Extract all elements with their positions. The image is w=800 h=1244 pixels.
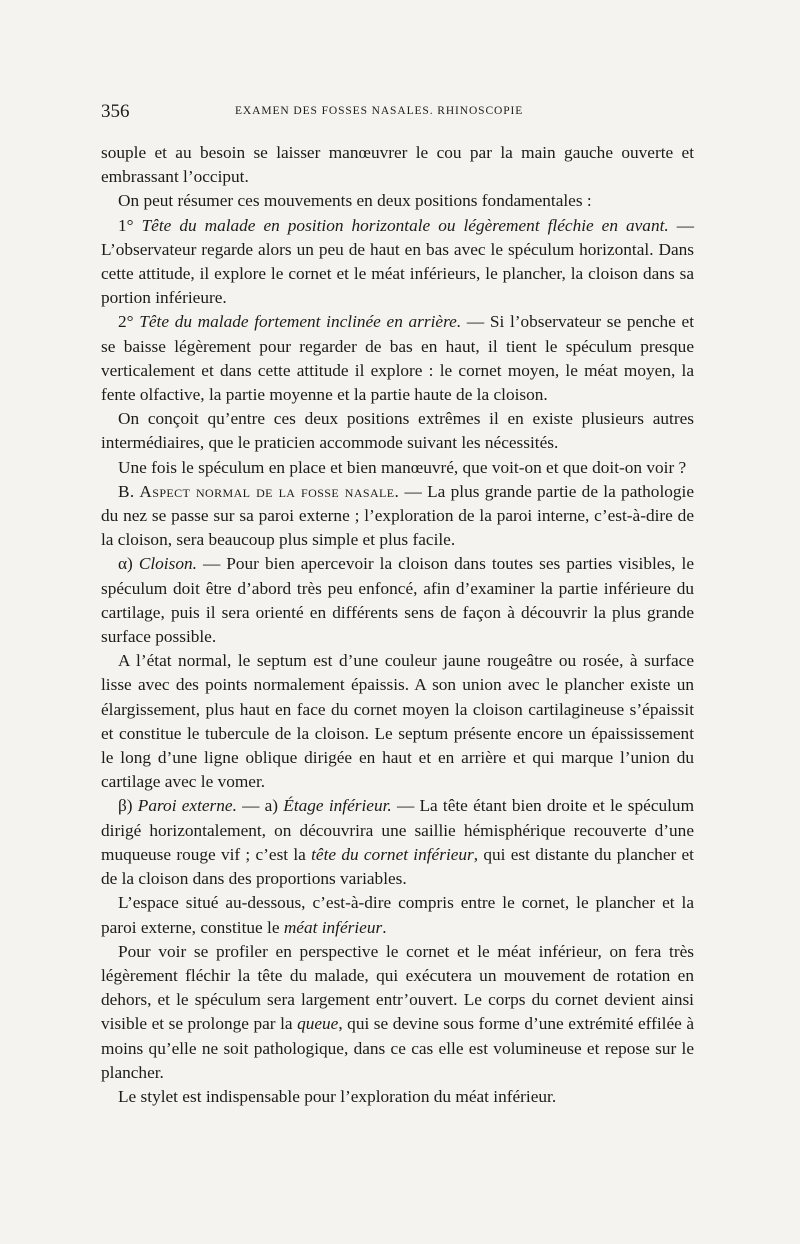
paragraph-positions-intro: On peut résumer ces mouvements en deux positions fondamentales : xyxy=(118,191,592,211)
paragraph-meat-inferieur xyxy=(101,891,694,939)
item-number: α) xyxy=(118,554,139,574)
item-connector: — a) xyxy=(236,796,284,816)
item-title: Paroi externe. xyxy=(137,796,237,816)
paragraph-etat-normal: A l’état normal, le septum est d’une couleur jaune rougeâtre ou rosée, à surface lisse avec des points normalement épaissis. A son union avec le plancher existe un élargissement, plus haut en face du cornet moyen la cloison cartilagineuse s’épaissit et constitue le tubercule de la cloison. Le septum présente encore un épaississement le long d’une ligne oblique dirigée en haut et en arrière et qui marque l’union du cartilage avec le vomer. xyxy=(101,651,694,792)
item-subtitle: Étage inférieur. xyxy=(283,796,392,816)
para-emphasis: méat inférieur xyxy=(283,917,383,937)
item-title: Tête du malade en position horizontale ou légèrement fléchie en avant. xyxy=(141,215,669,235)
section-heading: B. Aspect normal de la fosse nasale. xyxy=(118,481,400,501)
paragraph-intermediate: On conçoit qu’entre ces deux positions extrêmes il en existe plusieurs autres intermédiaires, que le praticien accommode suivant les nécessités. xyxy=(101,409,694,453)
para-emphasis: queue xyxy=(297,1014,339,1034)
paragraph-continued: souple et au besoin se laisser manœuvrer le cou par la main gauche ouverte et embrassant l’occiput. xyxy=(101,143,694,187)
item-number: β) xyxy=(118,796,138,816)
paragraph-paroi-externe xyxy=(101,794,694,891)
item-text: — Si l’observateur se penche et se baisse légèrement pour regarder de bas en haut, il tient le spéculum presque verticalement et dans cette attitude il explore : le cornet moyen, le méat moyen, la fente olfactive, la partie moyenne et la partie haute de la cloison. xyxy=(101,312,694,405)
item-emphasis: tête du cornet inférieur xyxy=(311,844,474,864)
item-text: — Pour bien apercevoir la cloison dans toutes ses parties visibles, le spéculum doit être d’abord très peu enfoncé, afin d’examiner la partie inférieure du cartilage, puis il sera orienté en différents sens de façon à découvrir la plus grande surface possible. xyxy=(101,554,694,647)
paragraph-position-one xyxy=(101,214,694,311)
paragraph-cloison xyxy=(101,552,694,649)
paragraph-stylet: Le stylet est indispensable pour l’exploration du méat inférieur. xyxy=(118,1086,557,1106)
paragraph-perspective xyxy=(101,940,694,1085)
section-text: — La plus grande partie de la pathologie du nez se passe sur sa paroi externe ; l’exploration de la paroi interne, c’est-à-dire de la cloison, sera beaucoup plus simple et plus facile. xyxy=(101,481,695,550)
page-number: 356 xyxy=(101,101,130,122)
item-text: — La tête étant bien droite et le spéculum dirigé horizontalement, on découvrira une saillie hémisphérique recouverte d’une muqueuse rouge vif ; c’est la xyxy=(101,796,695,864)
paragraph-question: Une fois le spéculum en place et bien manœuvré, que voit-on et que doit-on voir ? xyxy=(118,457,687,477)
para-text-end: , qui se devine sous forme d’une extrémité effilée à moins qu’elle ne soit pathologique, dans ce cas elle est volumineuse et repose sur le plancher. xyxy=(101,1014,694,1082)
body-text xyxy=(101,141,694,1109)
item-text-end: , qui est distante du plancher et de la cloison dans des proportions variables. xyxy=(101,844,694,889)
running-title: EXAMEN DES FOSSES NASALES. RHINOSCOPIE xyxy=(235,105,524,117)
running-head xyxy=(101,101,694,125)
para-text: L’espace situé au-dessous, c’est-à-dire compris entre le cornet, le plancher et la paroi externe, constitue le xyxy=(101,893,694,937)
item-title: Cloison. xyxy=(138,554,197,574)
para-text: Pour voir se profiler en perspective le cornet et le méat inférieur, on fera très légèrement fléchir la tête du malade, qui exécutera un mouvement de rotation en dehors, et le spéculum sera largement entr’ouvert. Le corps du cornet devient ainsi visible et se prolonge par la xyxy=(101,941,694,1034)
item-number: 2° xyxy=(118,312,140,332)
paragraph-section-b xyxy=(101,480,694,553)
item-number: 1° xyxy=(118,215,142,235)
paragraph-position-two xyxy=(101,310,694,407)
para-end: . xyxy=(382,917,387,937)
item-title: Tête du malade fortement inclinée en arrière. xyxy=(139,312,462,332)
item-text: — L’observateur regarde alors un peu de haut en bas avec le spéculum horizontal. Dans cette attitude, il explore le cornet et le méat inférieurs, le plancher, la cloison dans sa portion inférieure. xyxy=(101,215,694,308)
